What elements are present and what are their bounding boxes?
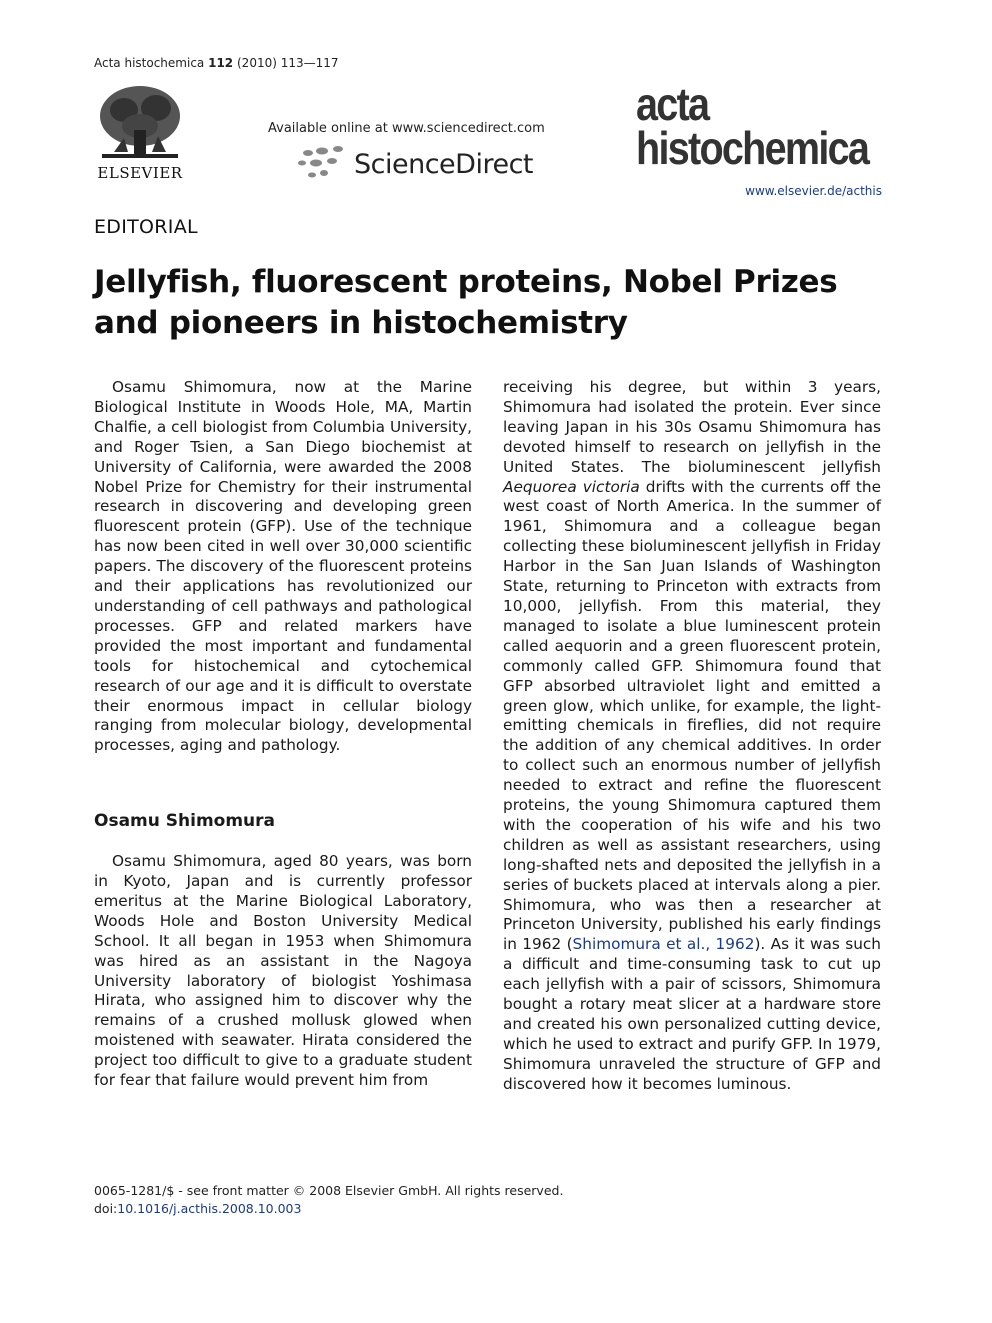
right-column <box>503 378 881 1095</box>
citation-journal: Acta histochemica <box>94 56 205 70</box>
section-paragraph-left: Osamu Shimomura, aged 80 years, was born in Kyoto, Japan and is currently professor emeritus at the Marine Biological Laboratory, Woods Hole and Boston University Medical School. It all began in 1953 when Shimomura was hired as an assistant in the Nagoya University laboratory of biologist Yoshimasa Hirata, who assigned him to discover why the remains of a crushed mollusk glowed when moistened with seawater. Hirata considered the project too difficult to give to a graduate student for fear that failure would prevent him from <box>94 852 472 1090</box>
section-label: EDITORIAL <box>94 216 198 238</box>
paragraph-part-3: ). As it was such a difficult and time-consuming task to cut up each jellyfish with a pair of scissors, Shimomura bought a rotary meat slicer at a hardware store and created his own personalized cutting device, which he used to extract and purify GFP. In 1979, Shimomura unraveled the structure of GFP and discovered how it becomes luminous. <box>503 935 881 1093</box>
journal-name-logo <box>636 78 869 174</box>
article-title: Jellyfish, fluorescent proteins, Nobel Prizes and pioneers in histochemistry <box>94 264 838 341</box>
journal-name-line2: histochemica <box>636 122 869 174</box>
footer <box>94 1182 563 1218</box>
doi-line <box>94 1200 563 1218</box>
journal-name-line1: acta <box>636 78 709 130</box>
left-column <box>94 378 472 1091</box>
available-online-text: Available online at www.sciencedirect.com <box>268 121 545 136</box>
citation-volume: 112 <box>208 56 234 70</box>
intro-paragraph: Osamu Shimomura, now at the Marine Biological Institute in Woods Hole, MA, Martin Chalfie, a cell biologist from Columbia University, and Roger Tsien, a San Diego biochemist at University of California, were awarded the 2008 Nobel Prize for Chemistry for their instrumental research in discovering and developing green fluorescent protein (GFP). Use of the technique has now been cited in well over 30,000 scientific papers. The discovery of the fluorescent proteins and their applications has revolutionized our understanding of cell pathways and pathological processes. GFP and related markers have provided the most important and fundamental tools for histochemical and cytochemical research of our age and it is difficult to overstate their enormous impact in cellular biology ranging from molecular biology, developmental processes, aging and pathology. <box>94 378 472 755</box>
sciencedirect-wordmark: ScienceDirect <box>354 149 534 180</box>
elsevier-wordmark: ELSEVIER <box>97 164 183 182</box>
reference-link[interactable]: Shimomura et al., 1962 <box>572 935 755 954</box>
paragraph-part-2: drifts with the currents off the west coast of North America. In the summer of 1961, Shimomura and a colleague began collecting these bioluminescent jellyfish in Friday Harbor in the San Juan Islands of Washington State, returning to Princeton with extracts from 10,000, jellyfish. From this material, they managed to isolate a blue luminescent protein called aequorin and a green fluorescent protein, commonly called GFP. Shimomura found that GFP absorbed ultraviolet light and emitted a green glow, which unlike, for example, the light-emitting chemicals in fireflies, did not require the addition of any chemical additives. In order to collect such an enormous number of jellyfish needed to extract and refine the fluorescent proteins, the young Shimomura captured them with the cooperation of his wife and his two children as well as assistant researchers, using long-shafted nets and deposited the jellyfish in a series of buckets placed at intervals along a pier. Shimomura, who was then a researcher at Princeton University, published his early findings in 1962 ( <box>503 477 881 954</box>
species-name: Aequorea victoria <box>503 477 640 496</box>
continued-paragraph <box>503 378 881 1095</box>
citation-rest: (2010) 113—117 <box>237 56 339 70</box>
issn-line: 0065-1281/$ - see front matter © 2008 Elsevier GmbH. All rights reserved. <box>94 1183 564 1198</box>
journal-citation <box>94 56 339 70</box>
doi-prefix: doi: <box>94 1201 118 1216</box>
section-heading: Osamu Shimomura <box>94 811 276 832</box>
paragraph-part-1: receiving his degree, but within 3 years, Shimomura had isolated the protein. Ever since leaving Japan in his 30s Osamu Shimomura has devoted himself to research on jellyfish in the United States. The bioluminescent jellyfish <box>503 378 881 476</box>
doi-link[interactable]: 10.1016/j.acthis.2008.10.003 <box>117 1201 302 1216</box>
sciencedirect-dots-icon <box>294 143 354 183</box>
journal-url-link[interactable]: www.elsevier.de/acthis <box>745 184 882 198</box>
